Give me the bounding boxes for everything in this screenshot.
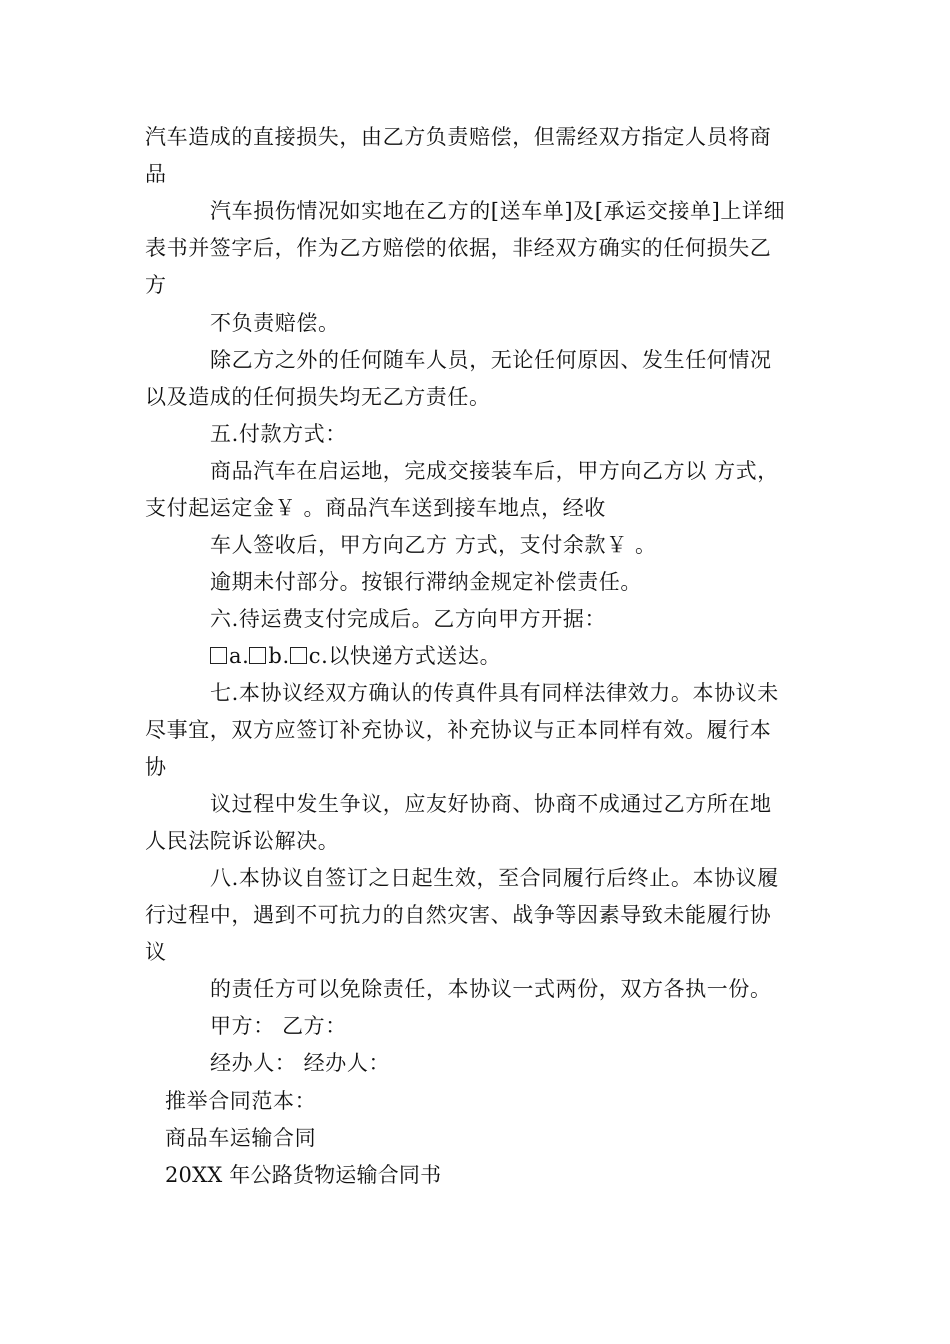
paragraph-line: 八.本协议自签订之日起生效，至合同履行后终止。本协议履 xyxy=(210,866,779,890)
checkbox-a[interactable] xyxy=(210,647,227,664)
paragraph-line: 汽车造成的直接损失，由乙方负责赔偿，但需经双方指定人员将商 xyxy=(145,125,772,149)
section-heading: 五.付款方式： xyxy=(210,422,347,446)
paragraph-line: 七.本协议经双方确认的传真件具有同样法律效力。本协议未 xyxy=(210,681,779,705)
section-heading: 六.待运费支付完成后。乙方向甲方开据： xyxy=(210,607,607,631)
paragraph-line: 支付起运定金￥ 。商品汽车送到接车地点，经收 xyxy=(145,496,606,520)
recommend-link[interactable]: 商品车运输合同 xyxy=(165,1126,317,1150)
checkbox-options-line xyxy=(210,642,501,670)
option-b-label: b. xyxy=(268,644,290,668)
paragraph-line: 车人签收后，甲方向乙方 方式，支付余款￥ 。 xyxy=(210,533,657,557)
option-c-label: c.以快递方式送达。 xyxy=(308,644,502,668)
paragraph-line: 以及造成的任何损失均无乙方责任。 xyxy=(145,385,491,409)
paragraph-line: 协 xyxy=(145,755,167,779)
paragraph-line: 议 xyxy=(145,940,167,964)
paragraph-line: 方 xyxy=(145,273,167,297)
signature-agents-line: 经办人： 经办人： xyxy=(210,1051,391,1075)
paragraph-line: 汽车损伤情况如实地在乙方的[送车单]及[承运交接单]上详细 xyxy=(210,199,786,223)
paragraph-line: 行过程中，遇到不可抗力的自然灾害、战争等因素导致未能履行协 xyxy=(145,903,772,927)
paragraph-line: 不负责赔偿。 xyxy=(210,311,340,335)
paragraph-line: 表书并签字后，作为乙方赔偿的依据，非经双方确实的任何损失乙 xyxy=(145,236,772,260)
paragraph-line: 尽事宜，双方应签订补充协议，补充协议与正本同样有效。履行本 xyxy=(145,718,772,742)
paragraph-line: 人民法院诉讼解决。 xyxy=(145,829,340,853)
paragraph-line: 的责任方可以免除责任，本协议一式两份，双方各执一份。 xyxy=(210,977,772,1001)
checkbox-c[interactable] xyxy=(290,647,307,664)
paragraph-line: 逾期未付部分。按银行滞纳金规定补偿责任。 xyxy=(210,570,642,594)
paragraph-line: 议过程中发生争议，应友好协商、协商不成通过乙方所在地 xyxy=(210,792,772,816)
option-a-label: a. xyxy=(229,644,250,668)
recommend-heading: 推举合同范本： xyxy=(165,1089,317,1113)
signature-parties-line: 甲方： 乙方： xyxy=(210,1014,347,1038)
checkbox-b[interactable] xyxy=(249,647,266,664)
paragraph-line: 除乙方之外的任何随车人员，无论任何原因、发生任何情况 xyxy=(210,348,772,372)
paragraph-line: 品 xyxy=(145,162,167,186)
paragraph-line: 商品汽车在启运地，完成交接装车后，甲方向乙方以 方式， xyxy=(210,459,779,483)
recommend-link[interactable]: 20XX 年公路货物运输合同书 xyxy=(165,1163,442,1187)
